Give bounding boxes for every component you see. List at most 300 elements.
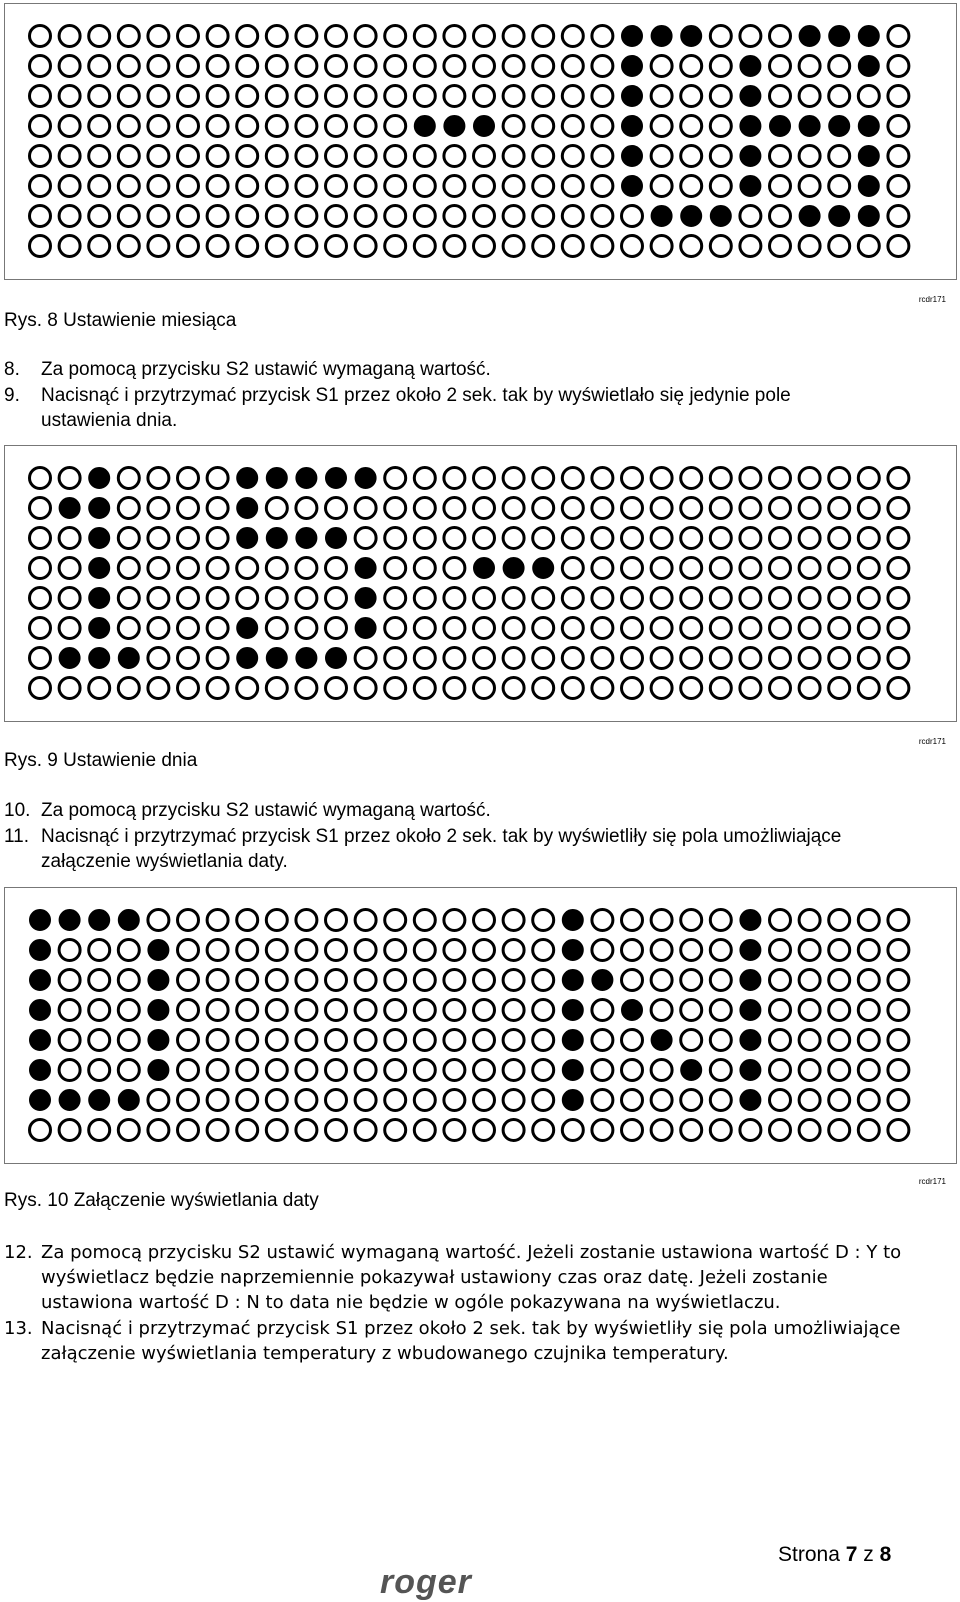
led-dot-on <box>355 588 376 609</box>
led-dot-off <box>355 1030 376 1051</box>
led-dot-off <box>710 116 731 137</box>
led-dot-off <box>385 1000 406 1021</box>
led-dot-off <box>296 1090 317 1111</box>
led-dot-off <box>681 1000 702 1021</box>
led-dot-off <box>30 1120 51 1141</box>
led-dot-off <box>385 236 406 257</box>
led-dot-off <box>414 648 435 669</box>
led-dot-off <box>829 146 850 167</box>
led-dot-off <box>237 86 258 107</box>
led-dot-off <box>799 618 820 639</box>
led-dot-off <box>207 1090 228 1111</box>
led-dot-off <box>592 528 613 549</box>
led-dot-off <box>148 648 169 669</box>
step-text: Nacisnąć i przytrzymać przycisk S1 przez około 2 sek. tak by wyświetlało się jedynie pole <box>41 385 791 406</box>
led-dot-off <box>681 558 702 579</box>
step-11 <box>4 824 944 874</box>
led-dot-off <box>296 26 317 47</box>
led-dot-off <box>148 528 169 549</box>
led-dot-off <box>118 146 139 167</box>
led-dot-off <box>237 56 258 77</box>
led-dot-off <box>444 940 465 961</box>
led-dot-off <box>533 648 554 669</box>
led-dot-off <box>799 1030 820 1051</box>
led-dot-off <box>799 1120 820 1141</box>
led-dot-off <box>474 678 495 699</box>
led-dot-off <box>178 1000 199 1021</box>
led-dot-off <box>118 116 139 137</box>
led-dot-off <box>562 648 583 669</box>
led-dot-off <box>118 970 139 991</box>
led-dot-off <box>207 86 228 107</box>
led-dot-off <box>178 116 199 137</box>
led-dot-off <box>474 1090 495 1111</box>
led-dot-off <box>30 498 51 519</box>
led-dot-off <box>474 206 495 227</box>
led-matrix-svg <box>5 446 956 721</box>
led-dot-off <box>444 528 465 549</box>
led-dot-on <box>799 116 820 137</box>
led-dot-off <box>148 176 169 197</box>
led-dot-off <box>651 1060 672 1081</box>
led-dot-off <box>503 1060 524 1081</box>
led-dot-off <box>266 1090 287 1111</box>
led-dot-off <box>474 648 495 669</box>
led-dot-on <box>89 648 110 669</box>
led-dot-on <box>829 206 850 227</box>
led-dot-off <box>89 970 110 991</box>
led-dot-off <box>178 910 199 931</box>
led-dot-off <box>237 678 258 699</box>
led-dot-off <box>710 1030 731 1051</box>
led-dot-off <box>207 940 228 961</box>
led-dot-off <box>681 588 702 609</box>
led-dot-off <box>326 1120 347 1141</box>
led-dot-on <box>562 970 583 991</box>
led-dot-off <box>444 236 465 257</box>
led-dot-off <box>651 1120 672 1141</box>
led-dot-off <box>799 86 820 107</box>
step-number: 10. <box>4 800 31 821</box>
led-dot-off <box>89 176 110 197</box>
led-dot-off <box>888 26 909 47</box>
led-dot-off <box>266 1000 287 1021</box>
led-dot-off <box>118 236 139 257</box>
led-dot-off <box>237 1000 258 1021</box>
led-dot-off <box>592 498 613 519</box>
led-dot-off <box>355 146 376 167</box>
led-dot-off <box>651 56 672 77</box>
led-dot-off <box>296 1000 317 1021</box>
led-dot-on <box>562 1090 583 1111</box>
led-dot-off <box>799 146 820 167</box>
led-dot-off <box>444 206 465 227</box>
led-dot-off <box>444 1000 465 1021</box>
led-dot-on <box>622 56 643 77</box>
led-dot-off <box>740 558 761 579</box>
led-dot-on <box>148 1000 169 1021</box>
led-dot-off <box>474 468 495 489</box>
led-dot-off <box>681 648 702 669</box>
led-dot-on <box>740 116 761 137</box>
led-dot-off <box>533 1060 554 1081</box>
page-separator: z <box>857 1543 880 1566</box>
led-dot-off <box>414 1090 435 1111</box>
led-dot-off <box>829 1120 850 1141</box>
led-dot-off <box>533 1090 554 1111</box>
led-dot-off <box>296 146 317 167</box>
led-dot-off <box>503 1030 524 1051</box>
led-dot-off <box>592 26 613 47</box>
led-dot-off <box>266 678 287 699</box>
led-dot-off <box>829 558 850 579</box>
led-dot-off <box>414 56 435 77</box>
led-dot-off <box>355 940 376 961</box>
led-dot-off <box>118 1060 139 1081</box>
led-dot-off <box>533 176 554 197</box>
led-dot-off <box>681 1030 702 1051</box>
led-dot-off <box>710 176 731 197</box>
led-dot-off <box>740 528 761 549</box>
led-dot-off <box>118 1120 139 1141</box>
led-dot-off <box>296 970 317 991</box>
led-dot-off <box>858 498 879 519</box>
led-dot-off <box>385 498 406 519</box>
led-dot-on <box>30 1000 51 1021</box>
step-text: Nacisnąć i przytrzymać przycisk S1 przez około 2 sek. tak by wyświetliły się pola umożliwiające <box>41 826 842 847</box>
led-dot-off <box>592 1090 613 1111</box>
led-dot-off <box>178 206 199 227</box>
led-dot-off <box>59 1000 80 1021</box>
step-13 <box>4 1316 944 1366</box>
step-number: 9. <box>4 385 20 406</box>
led-dot-off <box>326 176 347 197</box>
led-dot-off <box>326 558 347 579</box>
led-dot-on <box>681 26 702 47</box>
led-dot-off <box>148 86 169 107</box>
led-dot-off <box>296 56 317 77</box>
led-dot-off <box>30 176 51 197</box>
led-dot-off <box>444 910 465 931</box>
led-dot-off <box>681 498 702 519</box>
led-dot-off <box>59 26 80 47</box>
led-dot-on <box>89 618 110 639</box>
led-dot-off <box>326 940 347 961</box>
step-10 <box>4 798 944 823</box>
led-dot-on <box>30 910 51 931</box>
led-dot-off <box>296 1030 317 1051</box>
led-dot-off <box>474 970 495 991</box>
led-dot-off <box>385 940 406 961</box>
led-dot-on <box>89 910 110 931</box>
led-dot-off <box>355 56 376 77</box>
led-dot-off <box>266 498 287 519</box>
led-dot-off <box>178 1060 199 1081</box>
led-dot-off <box>592 648 613 669</box>
led-dot-off <box>148 588 169 609</box>
led-dot-off <box>770 1120 791 1141</box>
led-dot-off <box>237 146 258 167</box>
led-dot-off <box>266 86 287 107</box>
led-dot-off <box>740 648 761 669</box>
led-dot-off <box>266 176 287 197</box>
page-number <box>778 1543 891 1567</box>
led-dot-off <box>710 528 731 549</box>
led-dot-off <box>829 618 850 639</box>
led-dot-off <box>385 26 406 47</box>
led-dot-off <box>59 146 80 167</box>
led-dot-off <box>385 678 406 699</box>
led-dot-off <box>414 1120 435 1141</box>
led-dot-off <box>503 86 524 107</box>
led-dot-on <box>858 146 879 167</box>
led-dot-off <box>592 146 613 167</box>
led-dot-off <box>651 588 672 609</box>
led-dot-off <box>474 940 495 961</box>
led-dot-off <box>296 498 317 519</box>
led-dot-on <box>740 1060 761 1081</box>
led-dot-off <box>266 910 287 931</box>
led-dot-off <box>770 940 791 961</box>
led-dot-off <box>59 1030 80 1051</box>
led-dot-off <box>444 498 465 519</box>
led-dot-off <box>444 970 465 991</box>
led-dot-off <box>622 910 643 931</box>
led-dot-off <box>770 176 791 197</box>
led-dot-off <box>148 1090 169 1111</box>
led-dot-off <box>30 26 51 47</box>
led-dot-off <box>59 86 80 107</box>
led-dot-off <box>888 970 909 991</box>
led-matrix-svg <box>5 4 956 279</box>
led-dot-off <box>207 498 228 519</box>
led-dot-off <box>710 56 731 77</box>
step-text: Za pomocą przycisku S2 ustawić wymaganą wartość. Jeżeli zostanie ustawiona wartość D : Y to <box>41 1242 902 1263</box>
led-dot-off <box>503 498 524 519</box>
led-dot-on <box>237 528 258 549</box>
led-dot-on <box>148 1030 169 1051</box>
led-dot-on <box>148 940 169 961</box>
led-dot-off <box>296 588 317 609</box>
led-dot-off <box>533 26 554 47</box>
led-dot-on <box>858 206 879 227</box>
led-dot-off <box>385 146 406 167</box>
led-dot-off <box>355 1120 376 1141</box>
led-dot-off <box>533 618 554 639</box>
led-dot-off <box>207 910 228 931</box>
led-dot-off <box>740 678 761 699</box>
led-dot-off <box>266 940 287 961</box>
led-dot-off <box>326 1030 347 1051</box>
led-dot-off <box>266 1060 287 1081</box>
led-dot-off <box>178 1090 199 1111</box>
led-dot-off <box>858 940 879 961</box>
led-dot-off <box>414 1060 435 1081</box>
led-dot-off <box>770 558 791 579</box>
led-dot-off <box>829 1000 850 1021</box>
led-dot-on <box>622 86 643 107</box>
led-dot-off <box>207 1120 228 1141</box>
led-dot-off <box>888 116 909 137</box>
led-dot-off <box>770 498 791 519</box>
led-dot-off <box>385 558 406 579</box>
led-dot-on <box>562 1030 583 1051</box>
led-dot-off <box>533 528 554 549</box>
led-dot-off <box>178 970 199 991</box>
led-dot-on <box>474 558 495 579</box>
led-dot-off <box>710 1000 731 1021</box>
led-dot-off <box>799 970 820 991</box>
led-dot-off <box>385 588 406 609</box>
led-dot-off <box>888 86 909 107</box>
led-dot-off <box>59 970 80 991</box>
led-dot-off <box>681 56 702 77</box>
led-dot-on <box>562 940 583 961</box>
led-dot-on <box>740 86 761 107</box>
led-dot-off <box>59 678 80 699</box>
led-dot-on <box>237 618 258 639</box>
step-text-continued: ustawiona wartość D : N to data nie będzie w ogóle pokazywana na wyświetlaczu. <box>41 1292 781 1313</box>
led-dot-off <box>59 1060 80 1081</box>
led-dot-off <box>503 206 524 227</box>
led-dot-on <box>622 26 643 47</box>
led-dot-off <box>178 618 199 639</box>
led-dot-off <box>237 970 258 991</box>
led-dot-off <box>474 498 495 519</box>
led-dot-off <box>444 468 465 489</box>
led-dot-off <box>888 498 909 519</box>
led-dot-off <box>592 1000 613 1021</box>
led-dot-off <box>681 146 702 167</box>
led-dot-off <box>770 206 791 227</box>
led-dot-off <box>266 1120 287 1141</box>
led-dot-off <box>474 1000 495 1021</box>
led-dot-off <box>296 1060 317 1081</box>
led-dot-on <box>592 970 613 991</box>
led-dot-off <box>355 206 376 227</box>
led-dot-off <box>385 910 406 931</box>
led-dot-off <box>178 588 199 609</box>
led-dot-off <box>622 236 643 257</box>
led-dot-off <box>710 970 731 991</box>
led-dot-off <box>178 176 199 197</box>
led-dot-off <box>444 1060 465 1081</box>
led-dot-off <box>178 558 199 579</box>
led-dot-off <box>118 558 139 579</box>
led-dot-off <box>326 1000 347 1021</box>
led-dot-off <box>474 1060 495 1081</box>
led-dot-on <box>30 940 51 961</box>
led-dot-off <box>118 1000 139 1021</box>
led-dot-off <box>237 176 258 197</box>
led-dot-off <box>592 206 613 227</box>
roger-logo: roger <box>380 1563 472 1601</box>
led-dot-off <box>888 1000 909 1021</box>
led-dot-off <box>355 970 376 991</box>
led-dot-off <box>770 86 791 107</box>
led-dot-on <box>296 468 317 489</box>
led-dot-off <box>89 206 110 227</box>
led-dot-off <box>651 468 672 489</box>
led-dot-off <box>622 678 643 699</box>
led-dot-off <box>503 1120 524 1141</box>
led-dot-off <box>888 236 909 257</box>
led-dot-off <box>89 940 110 961</box>
led-dot-off <box>740 588 761 609</box>
led-dot-off <box>858 1120 879 1141</box>
led-dot-off <box>503 56 524 77</box>
led-dot-off <box>770 236 791 257</box>
led-dot-off <box>474 26 495 47</box>
led-dot-off <box>503 1000 524 1021</box>
led-dot-off <box>178 648 199 669</box>
led-dot-off <box>89 1120 110 1141</box>
figure-tag: rcdr171 <box>918 295 946 304</box>
led-dot-off <box>118 176 139 197</box>
led-dot-on <box>740 970 761 991</box>
led-dot-off <box>651 146 672 167</box>
led-dot-off <box>799 1090 820 1111</box>
led-dot-off <box>207 1000 228 1021</box>
step-text: Za pomocą przycisku S2 ustawić wymaganą wartość. <box>41 359 491 380</box>
led-dot-off <box>858 970 879 991</box>
led-dot-off <box>414 498 435 519</box>
figure-caption: Rys. 8 Ustawienie miesiąca <box>4 310 237 331</box>
led-dot-off <box>59 618 80 639</box>
led-dot-off <box>30 588 51 609</box>
led-dot-off <box>89 86 110 107</box>
led-dot-off <box>414 26 435 47</box>
led-dot-off <box>326 206 347 227</box>
led-dot-off <box>681 1120 702 1141</box>
led-dot-off <box>444 26 465 47</box>
led-dot-off <box>414 618 435 639</box>
led-dot-off <box>651 618 672 639</box>
led-dot-off <box>296 618 317 639</box>
led-dot-off <box>503 468 524 489</box>
led-dot-off <box>266 56 287 77</box>
led-dot-off <box>799 1060 820 1081</box>
led-dot-off <box>118 26 139 47</box>
led-dot-off <box>622 648 643 669</box>
led-dot-on <box>740 1030 761 1051</box>
led-dot-off <box>562 1120 583 1141</box>
led-dot-off <box>296 176 317 197</box>
led-dot-off <box>474 910 495 931</box>
led-dot-off <box>710 26 731 47</box>
led-dot-off <box>444 1090 465 1111</box>
led-dot-off <box>207 206 228 227</box>
led-dot-off <box>118 56 139 77</box>
led-dot-off <box>888 176 909 197</box>
led-dot-off <box>799 1000 820 1021</box>
led-dot-off <box>355 1060 376 1081</box>
led-dot-off <box>355 236 376 257</box>
led-dot-off <box>355 1000 376 1021</box>
led-dot-off <box>858 528 879 549</box>
led-dot-off <box>622 468 643 489</box>
led-dot-on <box>740 940 761 961</box>
led-dot-off <box>503 116 524 137</box>
led-dot-off <box>858 618 879 639</box>
led-dot-off <box>237 236 258 257</box>
led-dot-off <box>503 970 524 991</box>
led-dot-off <box>858 558 879 579</box>
led-dot-off <box>474 236 495 257</box>
led-dot-off <box>533 116 554 137</box>
led-dot-off <box>503 1090 524 1111</box>
step-number: 13. <box>4 1318 33 1339</box>
